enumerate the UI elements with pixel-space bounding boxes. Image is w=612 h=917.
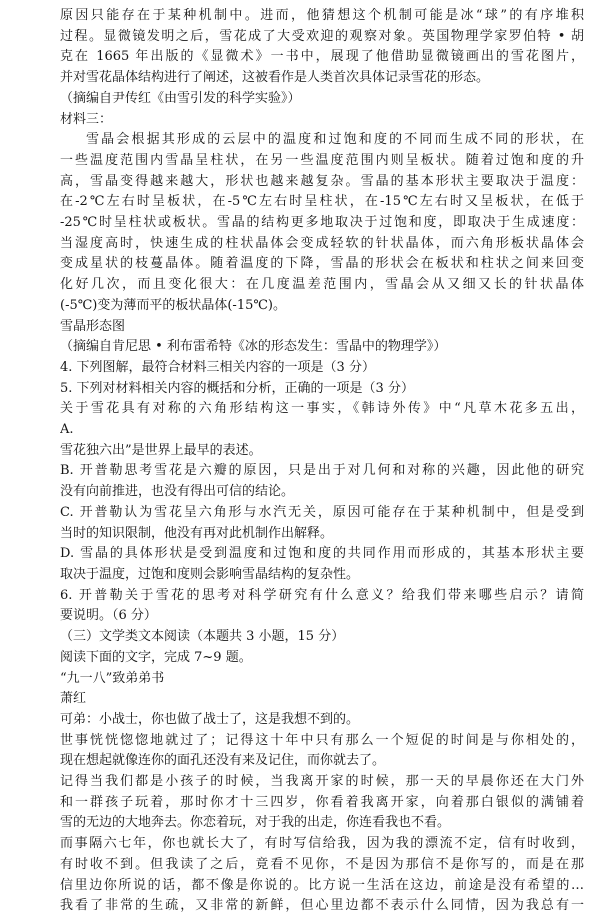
text-line: 和一群孩子玩着，那时你才十三四岁，你看着我离开家，向着那白银似的满铺着 [60,794,584,810]
text-line: 并对雪花晶体结构进行了阐述，这被看作是人类首次具体记录雪花的形态。 [60,70,490,86]
text-line: 一些温度范围内雪晶呈柱状，在另一些温度范围内则呈板状。随着过饱和度的升 [60,152,584,168]
text-line: 化好几次，而且变化很大：在几度温差范围内，雪晶会从又细又长的针状晶体 [60,277,584,293]
text-line: 4. 下列图解，最符合材料三相关内容的一项是（3 分） [60,359,375,375]
text-line: 雪的无边的大地奔去。你恋着玩，对于我的出走，你连看我也不看。 [60,815,451,831]
text-line: 变成星状的枝蔓晶体。随着温度的下降，雪晶的形状会在板状和柱状之间来回变 [60,256,584,272]
text-line: -25℃时呈柱状或板状。雪晶的结构更多地取决于过饱和度，即取决于生成速度： [60,215,584,231]
text-line: 5. 下列对材料相关内容的概括和分析，正确的一项是（3 分） [60,380,414,396]
text-line: 有时收不到。但我读了之后，竟看不见你，不是因为那信不是你写的，而是在那 [60,856,584,872]
text-line: 而事隔六七年，你也就长大了，有时写信给我，因为我的漂流不定，信有时收到， [60,836,584,852]
text-line: 信里边你所说的话，都不像是你说的。比方说一生活在这边，前途是没有希望的… [60,877,584,893]
text-line: B. 开普勒思考雪花是六瓣的原因，只是出于对几何和对称的兴趣，因此他的研究 [60,463,584,479]
text-line: 没有向前推进，也没有得出可信的结论。 [60,484,295,500]
text-line: 雪晶会根据其形成的云层中的温度和过饱和度的不同而生成不同的形状，在 [86,132,584,148]
text-line: （三）文学类文本阅读（本题共 3 小题，15 分） [60,629,345,645]
text-line: 过程。显微镜发明之后，雪花成了大受欢迎的观察对象。英国物理学家罗伯特 • 胡 [60,28,584,44]
text-line: 记得当我们都是小孩子的时候，当我离开家的时候，那一天的早晨你还在大门外 [60,774,584,790]
text-line: 材料三： [60,111,113,127]
text-line: 要说明。（6 分） [60,608,157,624]
text-line: 克在 1665 年出版的《显微术》一书中，展现了他借助显微镜画出的雪花图片， [60,49,584,65]
text-line: “九一八”致弟弟书 [60,670,165,686]
text-line: D. 雪晶的具体形状是受到温度和过饱和度的共同作用而形成的，其基本形状主要 [60,546,584,562]
text-line: 可弟：小战士，你也做了战士了，这是我想不到的。 [60,711,360,727]
text-line: 阅读下面的文字，完成 7~9 题。 [60,649,252,665]
text-line: 雪花独六出”是世界上最早的表述。 [60,442,262,458]
text-line: 雪晶形态图 [60,318,126,334]
text-line: C. 开普勒认为雪花呈六角形与水汽无关，原因可能存在于某种机制中，但是受到 [60,504,584,520]
text-line: 世事恍恍惚惚地就过了；记得这十年中只有那么一个短促的时间是与你相处的， [60,732,584,748]
text-line: 当时的知识限制，他没有再对此机制作出解释。 [60,525,334,541]
text-line: 萧红 [60,691,87,707]
text-line: 在-2℃左右时呈板状，在-5℃左右时呈柱状，在-15℃左右时又呈板状，在低于 [60,194,584,210]
text-line: 当湿度高时，快速生成的柱状晶体会变成轻软的针状晶体，而六角形板状晶体会 [60,235,584,251]
text-line: 原因只能存在于某种机制中。进而，他猜想这个机制可能是冰“球”的有序堆积 [60,8,584,23]
text-line: （摘编自尹传红《由雪引发的科学实验》） [60,90,301,106]
text-line: 我看了非常的生疏，又非常的新鲜，但心里边都不表示什么同情，因为我总有一 [60,898,584,914]
text-line: 关于雪花具有对称的六角形结构这一事实，《韩诗外传》中“凡草木花多五出， [60,401,584,417]
text-line: 现在想起就像连你的面孔还没有来及记住，而你就去了。 [60,753,386,769]
text-line: 6. 开普勒关于雪花的思考对科学研究有什么意义？给我们带来哪些启示？请简 [60,587,584,603]
text-line: A. [60,422,74,438]
text-line: 取决于温度，过饱和度则会影响雪晶结构的复杂性。 [60,566,360,582]
text-line: 高，雪晶变得越来越大，形状也越来越复杂。雪晶的基本形状主要取决于温度： [60,173,584,189]
text-line: (-5℃)变为薄而平的板状晶体(-15℃)。 [60,297,286,313]
text-line: （摘编自肯尼思 • 利布雷希特《冰的形态发生：雪晶中的物理学》） [60,339,447,355]
